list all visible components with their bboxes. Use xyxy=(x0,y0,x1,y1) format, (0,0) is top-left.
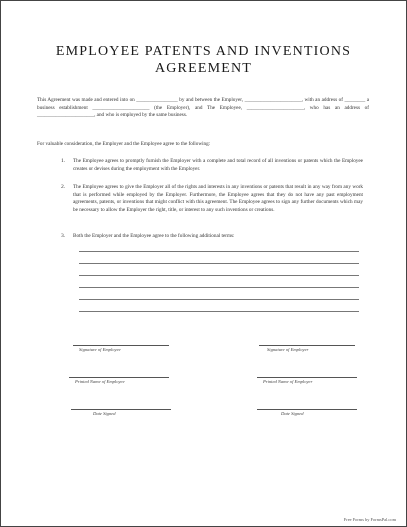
clause-3-text: Both the Employer and the Employee agree to the following additional terms: xyxy=(73,233,235,239)
clause-2-text: The Employee agrees to give the Employer all of the rights and interests in any inventions or patents that result in any way from any work that is performed while employed by the Employer. Furthermore, the Employee agrees that they do not have any past employment agreements, patents, or inventions that might conflict with this agreement. The Employee agrees to sign any further documents which may be necessary to allow the Employer the right, title, or interest to any such inventions or creations. xyxy=(73,184,363,213)
clause-1-number: 1. xyxy=(61,158,66,164)
document-title xyxy=(1,43,406,77)
employee-printed-name-line[interactable] xyxy=(69,377,169,378)
terms-line-5[interactable] xyxy=(79,299,359,300)
clause-1-text: The Employee agrees to promptly furnish the Employer with a complete and total record of all inventions or patents which the Employee creates or devises during the employment with the Employer. xyxy=(73,158,363,172)
terms-line-2[interactable] xyxy=(79,263,359,264)
clause-3-number: 3. xyxy=(61,233,66,239)
intro-paragraph: This Agreement was made and entered into on ________________ by and between the Employer, ______________________, with an address of ________ a business establishment ______________________ (the Employer), and The Employee, ______________________, who has an address of ______________________, and who is employed by the same business. xyxy=(37,97,369,119)
title-line-2: AGREEMENT xyxy=(154,61,253,76)
terms-line-6[interactable] xyxy=(79,311,359,312)
employer-signature-line[interactable] xyxy=(259,345,355,346)
employee-date-label: Date Signed xyxy=(93,411,116,416)
employer-date-label: Date Signed xyxy=(281,411,304,416)
employee-printed-name-label: Printed Name of Employee xyxy=(75,379,125,384)
terms-line-1[interactable] xyxy=(79,251,359,252)
employer-printed-name-line[interactable] xyxy=(257,377,357,378)
terms-line-4[interactable] xyxy=(79,287,359,288)
title-line-1: EMPLOYEE PATENTS AND INVENTIONS xyxy=(55,44,352,59)
employer-date-line[interactable] xyxy=(257,409,357,410)
terms-line-3[interactable] xyxy=(79,275,359,276)
employee-signature-label: Signature of Employee xyxy=(79,347,121,352)
employer-signature-label: Signature of Employer xyxy=(267,347,309,352)
employee-signature-line[interactable] xyxy=(73,345,169,346)
consideration-paragraph: For valuable consideration, the Employer and the Employee agree to the following: xyxy=(37,141,211,147)
clause-2-number: 2. xyxy=(61,184,66,190)
employer-printed-name-label: Printed Name of Employer xyxy=(263,379,313,384)
footer-credit: Free Forms by FormsPal.com xyxy=(343,517,396,522)
employee-date-line[interactable] xyxy=(71,409,171,410)
